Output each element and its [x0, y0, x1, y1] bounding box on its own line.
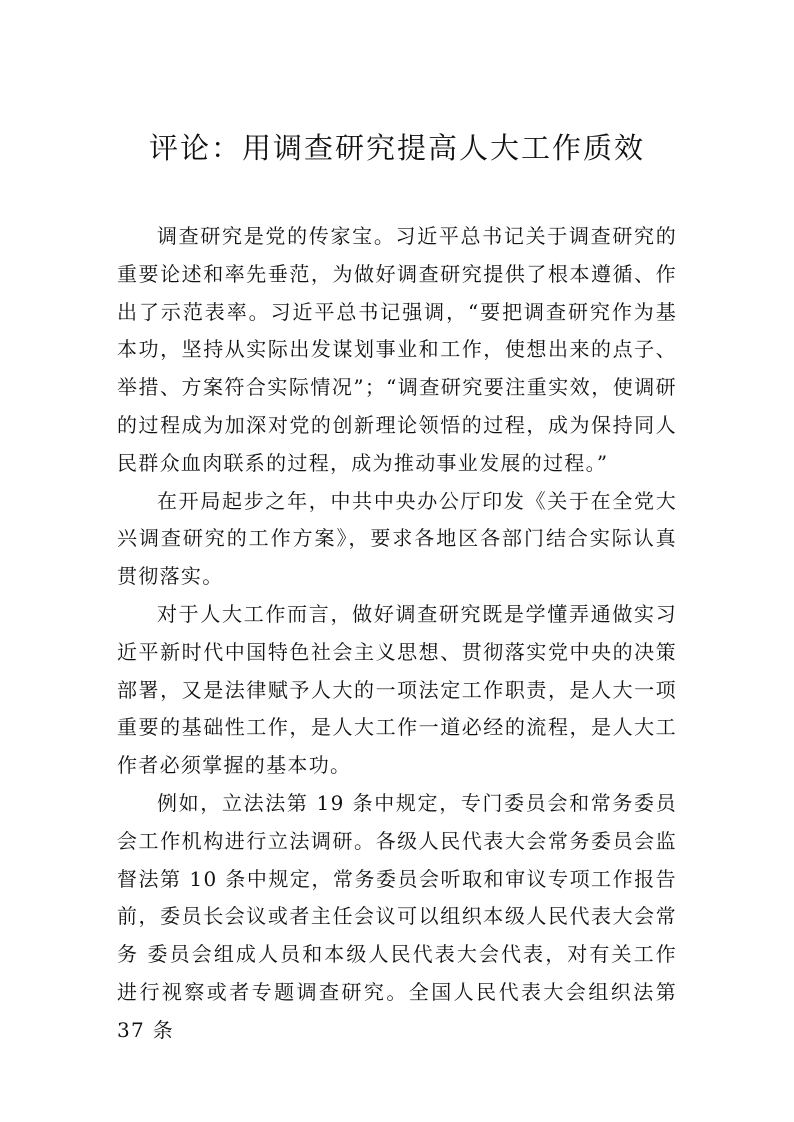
paragraph-4: 例如，立法法第 19 条中规定，专门委员会和常务委员会工作机构进行立法调研。各级人民代表大会常务委员会监督法第 10 条中规定，常务委员会听取和审议专项工作报告前，委员长会议或者主任会议可以组织本级人民代表大会常务 委员会组成人员和本级人民代表大会代表，对有关工作进行视察或者专题调查研究。全国人民代表大会组织法第 37 条: [117, 790, 677, 1042]
paragraph-1: 调查研究是党的传家宝。习近平总书记关于调查研究的重要论述和率先垂范，为做好调查研究提供了根本遵循、作出了示范表率。习近平总书记强调，“要把调查研究作为基本功，坚持从实际出发谋划事业和工作，使想出来的点子、举措、方案符合实际情况”；“调查研究要注重实效，使调研的过程成为加深对党的创新理论领悟的过程，成为保持同人民群众血肉联系的过程，成为推动事业发展的过程。”: [117, 224, 677, 475]
paragraph-3: 对于人大工作而言，做好调查研究既是学懂弄通做实习近平新时代中国特色社会主义思想、贯彻落实党中央的决策部署，又是法律赋予人大的一项法定工作职责，是人大一项重要的基础性工作，是人大工作一道必经的流程，是人大工作者必须掌握的基本功。: [117, 601, 677, 778]
document-body: [117, 218, 677, 1050]
document-title: 评论：用调查研究提高人大工作质效: [148, 131, 645, 165]
paragraph-2: 在开局起步之年，中共中央办公厅印发《关于在全党大兴调查研究的工作方案》，要求各地区各部门结合实际认真 贯彻落实。: [117, 488, 677, 589]
